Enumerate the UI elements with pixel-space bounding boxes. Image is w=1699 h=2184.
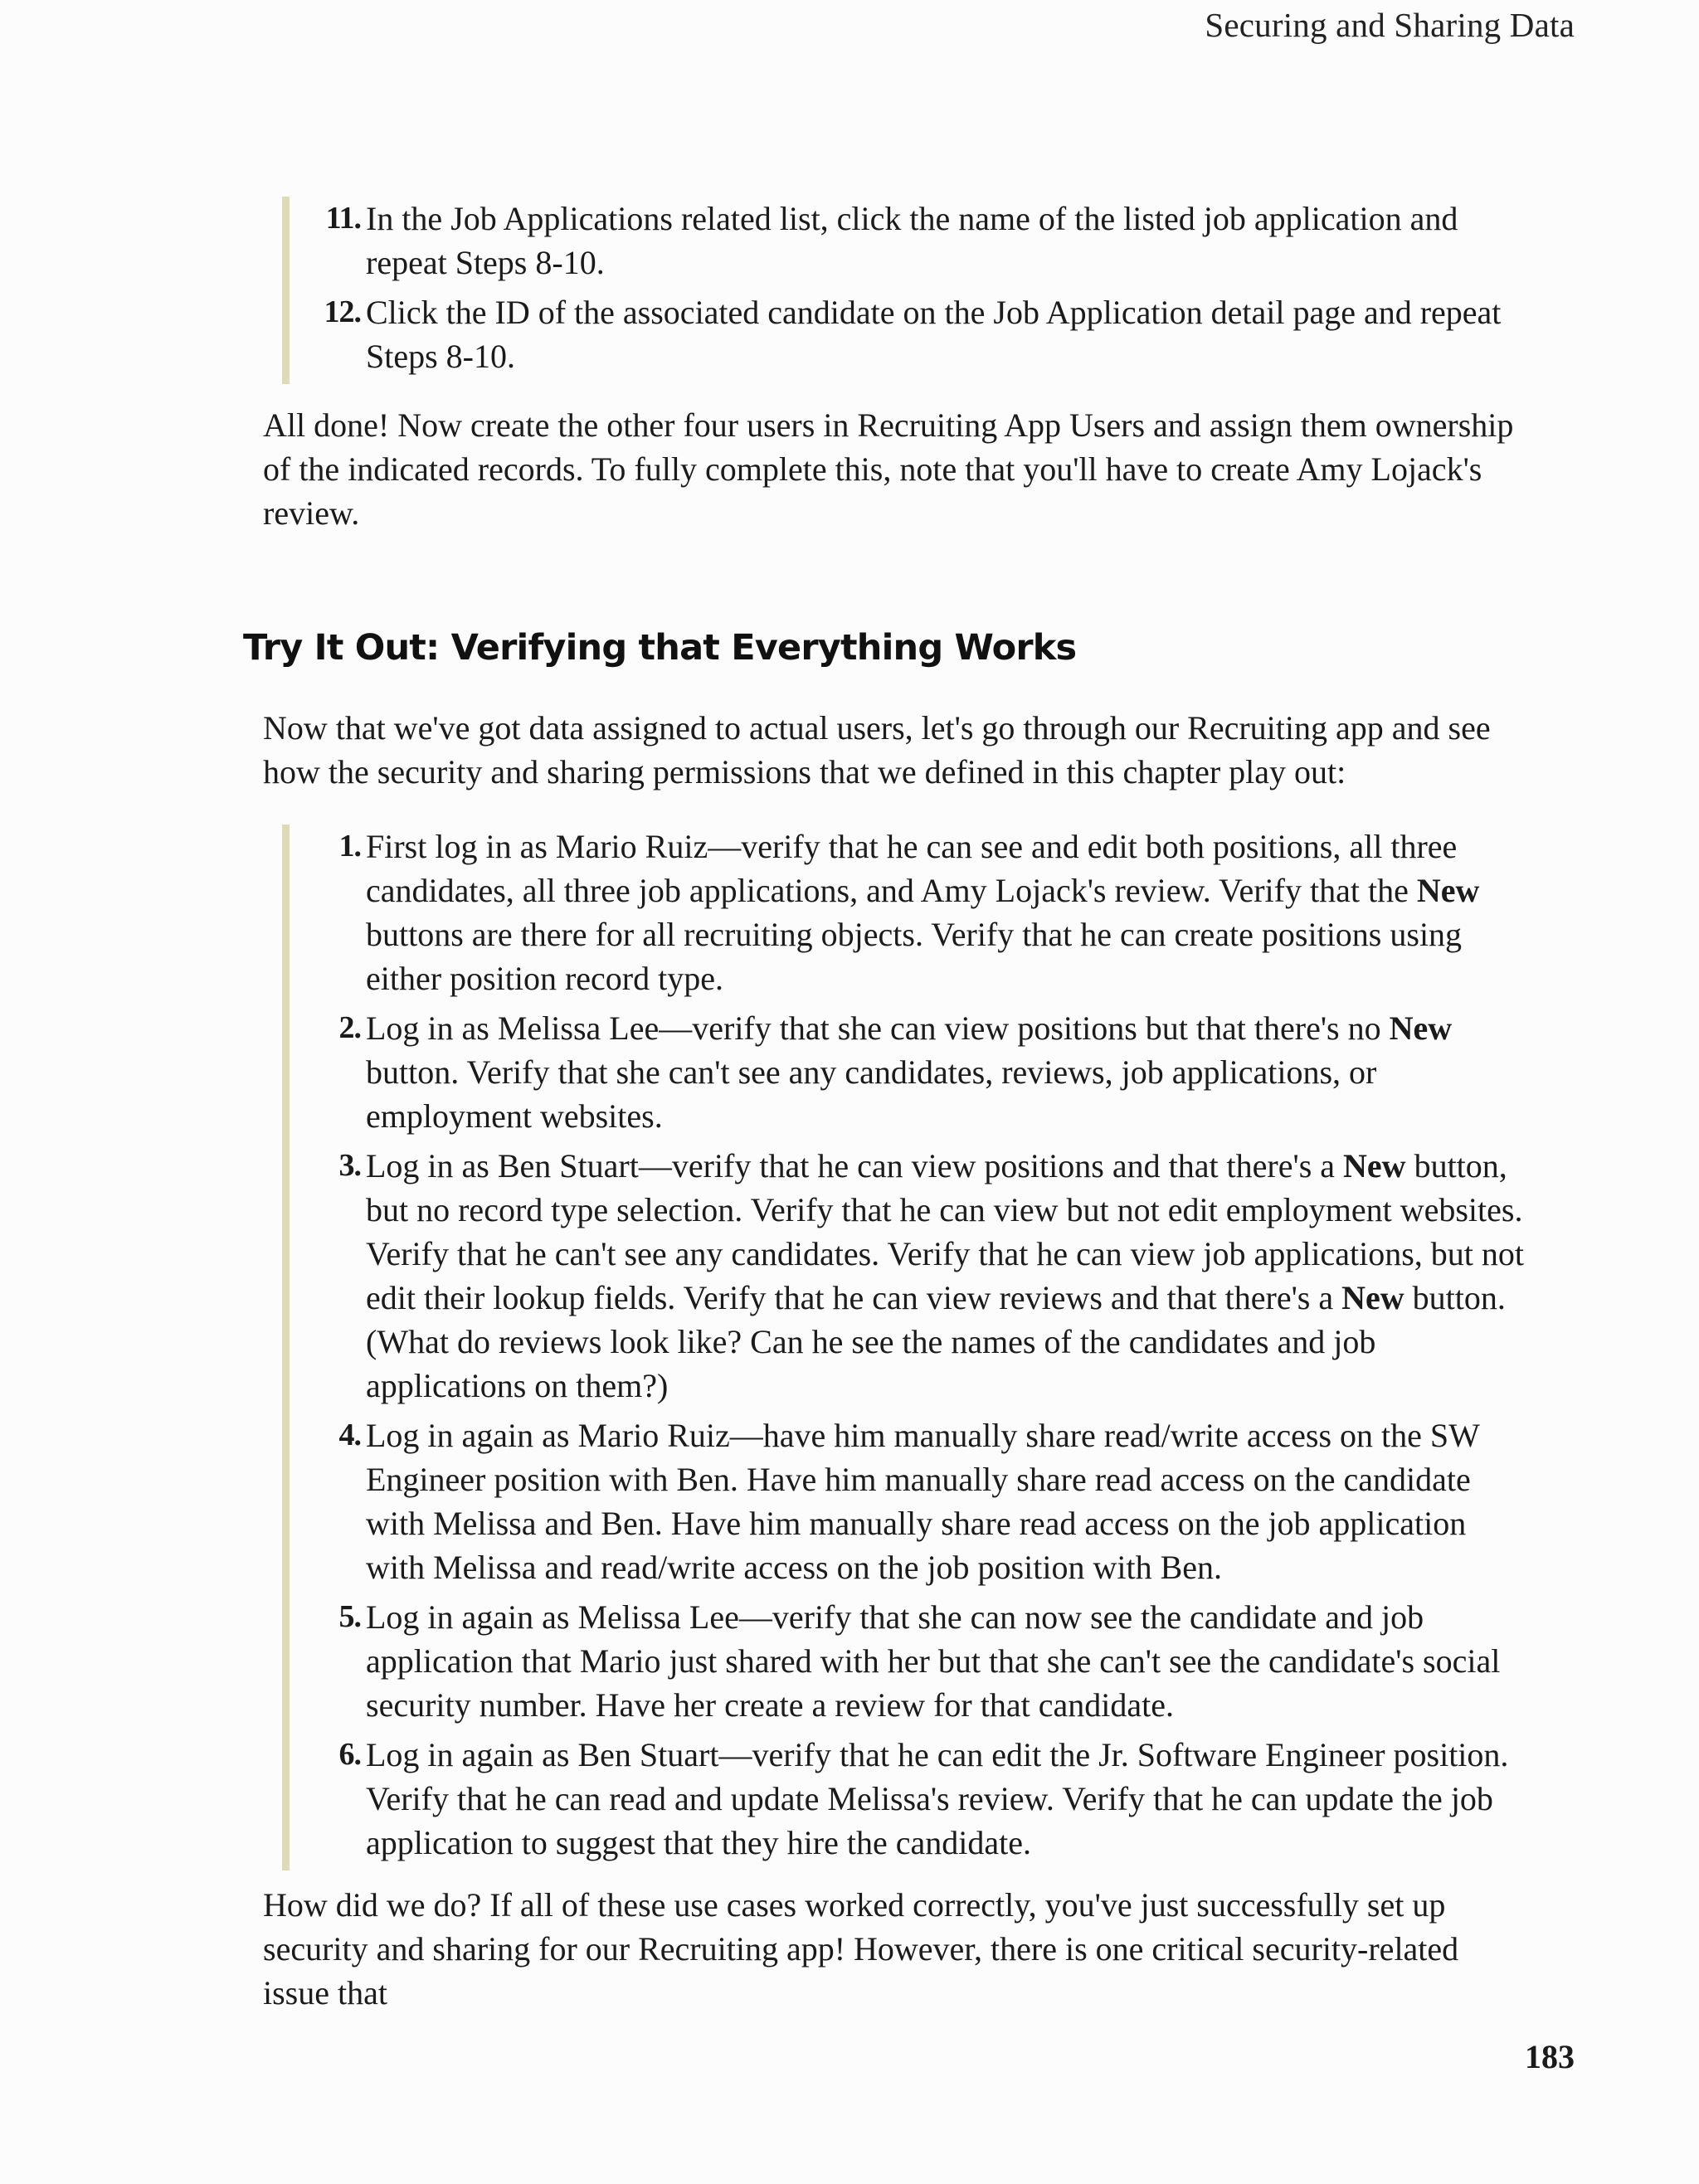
intro-paragraph: Now that we've got data assigned to actual users, let's go through our Recruiting app and see how the security and sharing permissions that we defined in this chapter play out: — [263, 709, 1491, 790]
new-button-reference: New — [1416, 872, 1480, 909]
new-button-reference: New — [1389, 1009, 1453, 1047]
step-item-3 — [318, 1144, 1525, 1408]
step-item-6 — [318, 1733, 1525, 1865]
step-text: Click the ID of the associated candidate on the Job Application detail page and repeat Steps 8-10. — [366, 294, 1502, 375]
new-button-reference: New — [1343, 1147, 1406, 1184]
step-text: Log in as Ben Stuart—verify that he can view positions and that there's a — [366, 1147, 1344, 1184]
page-number: 183 — [1525, 2038, 1575, 2075]
step-item-5 — [318, 1595, 1525, 1727]
step-item-2 — [318, 1006, 1525, 1138]
step-number: 12 . — [311, 290, 361, 334]
step-item-4 — [318, 1413, 1525, 1589]
step-text: Log in again as Mario Ruiz—have him manually share read/write access on the SW Engineer position with Ben. Have him manually share read access on the candidate with Melissa and Ben. Have him manually share read access on the job application with Melissa and read/write access on the job position with Ben. — [366, 1417, 1480, 1586]
step-item-12 — [318, 290, 1525, 378]
all-done-paragraph: All done! Now create the other four users in Recruiting App Users and assign them ownership of the indicated records. To fully complete this, note that you'll have to create Amy Lojack's review. — [263, 406, 1514, 532]
step-text: Log in again as Melissa Lee—verify that she can now see the candidate and job application that Mario just shared with her but that she can't see the candidate's social security number. Have her create a review for that candidate. — [366, 1598, 1501, 1724]
closing-paragraph: How did we do? If all of these use cases worked correctly, you've just successfully set up security and sharing for our Recruiting app! However, there is one critical security-related issue that — [263, 1886, 1459, 2011]
step-item-1 — [318, 824, 1525, 1000]
new-button-reference: New — [1341, 1279, 1404, 1316]
step-number: 2 . — [311, 1006, 361, 1050]
step-number: 11 . — [311, 197, 361, 241]
section-heading: Try It Out: Verifying that Everything Works — [243, 627, 1077, 669]
step-item-11 — [318, 197, 1525, 285]
step-text: Log in as Melissa Lee—verify that she can view positions but that there's no — [366, 1009, 1390, 1047]
step-text: In the Job Applications related list, click the name of the listed job application and repeat Steps 8-10. — [366, 200, 1458, 281]
step-number: 4 . — [311, 1413, 361, 1457]
step-number: 1 . — [311, 824, 361, 868]
step-text: First log in as Mario Ruiz—verify that he can see and edit both positions, all three candidates, all three job applications, and Amy Lojack's review. Verify that the — [366, 828, 1458, 909]
running-head: Securing and Sharing Data — [1205, 6, 1575, 44]
step-number: 6 . — [311, 1733, 361, 1777]
step-text: button. Verify that she can't see any candidates, reviews, job applications, or employment websites. — [366, 1053, 1377, 1135]
step-text: button, but no record type selection. Verify that he can view but not edit employment websites. Verify that he can't see any candidates. Verify that he can view job applications, but not edit their lookup fields. Verify that he can view reviews and that there's a — [366, 1147, 1525, 1316]
continued-steps-list — [282, 197, 1525, 384]
verification-steps-list — [282, 824, 1525, 1870]
step-number: 5 . — [311, 1595, 361, 1639]
step-text: buttons are there for all recruiting objects. Verify that he can create positions using either position record type. — [366, 916, 1463, 997]
step-text: button. (What do reviews look like? Can he see the names of the candidates and job applications on them?) — [366, 1279, 1506, 1404]
step-number: 3 . — [311, 1144, 361, 1188]
step-text: Log in again as Ben Stuart—verify that he can edit the Jr. Software Engineer position. Verify that he can read and update Melissa's review. Verify that he can update the job application to suggest that they hire the candidate. — [366, 1736, 1509, 1861]
